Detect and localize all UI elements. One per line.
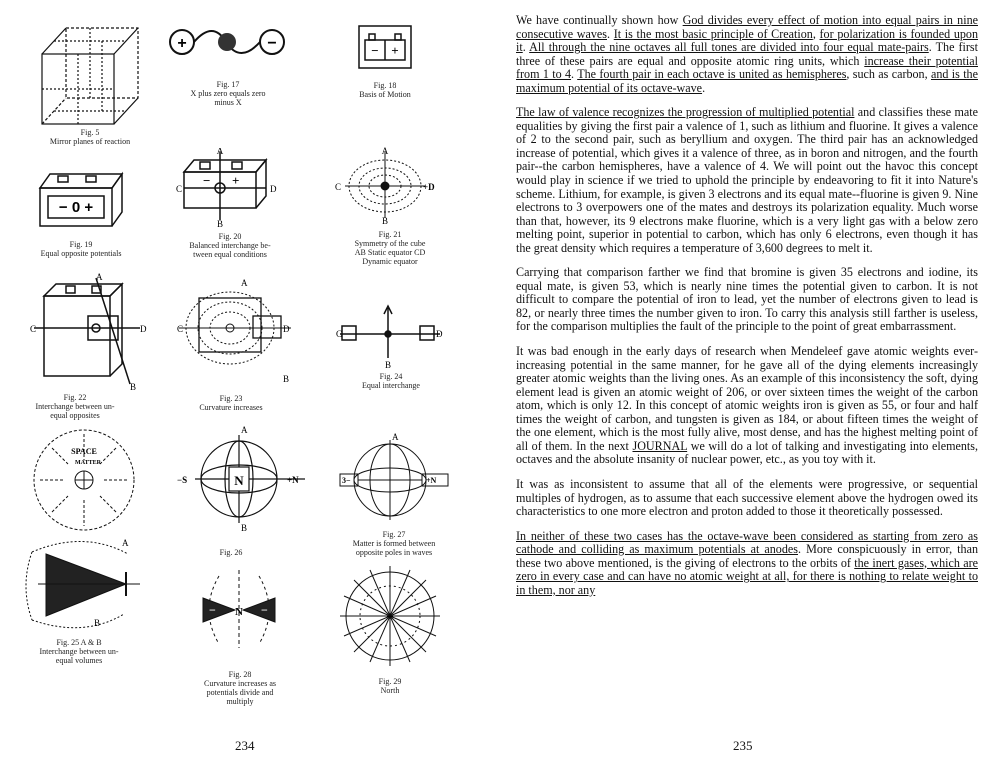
- text-run: We have continually shown how: [516, 13, 683, 27]
- body-paragraph: [516, 14, 978, 95]
- body-paragraph: [516, 530, 978, 598]
- figure-17-minus-label: −: [267, 35, 277, 52]
- body-paragraph: [516, 266, 978, 334]
- body-paragraph: [516, 345, 978, 467]
- text-run: Carrying that comparison farther we find that bromine is given 35 electrons and iodine, its equal mate, is given 53, which is nearly nine times the potential given to carbon. It is not difficult to compare the potential of iron to lead, yet the number of electrons given to lead is 82, or nearly three times the number given to iron. To carry this analysis still farther is useless, for the comparison multiplies the fault of the principle to the point of great embarrassment.: [516, 265, 978, 334]
- figure-23-label-b: B: [283, 374, 290, 384]
- figure-29-plus: +: [386, 609, 394, 624]
- figure-18-plus-label: +: [391, 43, 399, 58]
- figure-29-caption: Fig. 29 North: [378, 677, 402, 695]
- figure-25-caption: Fig. 25 A & B Interchange between un- equal volumes: [39, 638, 119, 665]
- figure-20-minus: −: [203, 173, 211, 188]
- figure-27-label-left: 3−: [342, 476, 351, 485]
- body-text-column: [516, 14, 978, 608]
- figure-24-label-b: B: [385, 360, 392, 370]
- figure-22-label-c: C: [30, 324, 37, 334]
- underlined-text: the inert gases, which are zero in every case and can have no atomic weight at all, for there is nothing to relate weight to in them, nor any: [516, 555, 978, 597]
- body-paragraph: [516, 478, 978, 519]
- figure-20-label-b: B: [217, 219, 224, 228]
- figure-21-diagram: [333, 146, 443, 224]
- figure-24-label-d: D: [436, 329, 443, 339]
- figure-19-diagram: [36, 168, 126, 230]
- right-page: [497, 0, 994, 761]
- figure-20-plus: +: [232, 173, 240, 188]
- figure-18-minus-label: −: [371, 43, 379, 58]
- figure-28-caption: Fig. 28 Curvature increases as potentials divide and multiply: [204, 670, 276, 706]
- figure-29-diagram: [340, 566, 440, 666]
- figure-25-diagram: [24, 534, 154, 629]
- figure-22-caption: Fig. 22 Interchange between un- equal opposites: [35, 393, 115, 420]
- text-run: .: [571, 67, 578, 82]
- figure-21-label-b: B: [382, 216, 389, 224]
- figure-24-diagram: [336, 300, 446, 370]
- figure-20-label-a: A: [216, 148, 224, 156]
- figure-25-label-a: A: [122, 538, 129, 548]
- underlined-text: All through the nine octaves all full tones are divided into four equal mate-pairs: [529, 40, 929, 55]
- figure-26-label-minus-s: −S: [177, 475, 188, 485]
- underlined-text: It is the most basic principle of Creation: [613, 26, 813, 41]
- figure-26-label-plus-n: +N: [287, 475, 299, 485]
- figure-17-diagram: [168, 20, 288, 70]
- text-run: . The first three of these pairs are equal and opposite atomic ring units, which: [516, 40, 978, 68]
- figure-20-diagram: [170, 148, 300, 228]
- figure-23-caption: Fig. 23 Curvature increases: [199, 394, 263, 412]
- text-run: It was bad enough in the early days of research when Mendeleef gave atomic weights ever-increasing potential in the same manner, for he gave all of the dying elements increasingly greater atomic weights than the living ones. As an example of this inconsistency the soft, dying element lead is given an atomic weight of 206, or over sixteen times the weight of the carbon atom, which is only 12. In this concept of atomic weights iron is given as 55, or four and half times the weight of carbon, and tungsten is given as 184, or about fifteen times the weight of the one element, which is the most fully alive, most dense, and has the highest melting point of all of them. In the next: [516, 344, 978, 453]
- text-run: and classifies these mate equalities by giving the first pair a valence of 1, such as lithium and fluorine. It gives a valence of 2 to the second pair, such as beryllium and oxygen. The third pair has an acknowledged increase of potential, which gives it a valence of three, as in boron and nitrogen, and the fourth pair--the carbon hemispheres, have a valence of 4. We will point out the havoc this concept would play in science if we tried to uphold the principle by endeavoring to fit it into Nature's scheme. Lithium, for example, is given 3 electrons and its equal mate--fluorine is given 9. Nine electrons to 3 overpowers one of the mates and destroys its polarization equality. Much worse than that, however, its 9 electrons make fluorine, which is a very light gas with a below zero melting point, superior in potential to carbon, which has only 6 electrons, even though it has the great density which requires a temperature of 3,600 degrees to melt it.: [516, 105, 978, 255]
- figure-27-label-a: A: [392, 432, 399, 442]
- underlined-text: for polarization is founded upon it: [516, 26, 979, 55]
- text-run: .: [522, 40, 530, 55]
- figure-24-caption: Fig. 24 Equal interchange: [362, 372, 420, 390]
- figure-23-label-d: D: [283, 324, 290, 334]
- text-run: .: [702, 80, 706, 95]
- figure-17-caption: Fig. 17 X plus zero equals zero minus X: [190, 80, 266, 107]
- figure-28-diagram: [195, 570, 285, 650]
- text-run: we will do a lot of talking and investigating into elements, octaves and the absolute insanity of nuclear power, etc., as you toy with it.: [516, 438, 978, 467]
- figure-21-label-a: A: [381, 146, 389, 156]
- underlined-text: In neither of these two cases has the octave-wave been considered as starting from zero as cathode and colliding as maximum potentials at anodes: [516, 528, 978, 557]
- underlined-text: God divides every effect of motion into equal pairs in nine consecutive waves: [516, 13, 978, 41]
- underlined-text: and is the maximum potential of its octave-wave: [516, 67, 978, 95]
- figure-24-label-c: C: [336, 329, 343, 339]
- figure-25-label-b: B: [94, 618, 101, 628]
- figure-22-label-b: B: [130, 382, 137, 392]
- figure-26-label-a: A: [241, 425, 248, 435]
- figure-22-label-d: D: [140, 324, 147, 334]
- figure-21-label-c: C: [335, 182, 342, 192]
- figure-27-caption: Fig. 27 Matter is formed between opposite poles in waves: [352, 530, 436, 557]
- figure-26-label-n: N: [234, 473, 244, 488]
- figure-28-label-n: N: [235, 606, 243, 618]
- space-matter-diagram: [28, 426, 143, 534]
- figure-5-cube-diagram: [28, 14, 148, 129]
- underlined-text: increase their potential from 1 to 4: [516, 53, 978, 82]
- figure-26-label-b: B: [241, 523, 248, 533]
- underlined-text: The fourth pair in each octave is united as hemispheres: [577, 67, 847, 82]
- figure-20-label-c: C: [176, 184, 183, 194]
- figure-26-caption: Fig. 26: [219, 548, 243, 557]
- figure-5-caption: Fig. 5 Mirror planes of reaction: [49, 128, 131, 146]
- figure-20-caption: Fig. 20 Balanced interchange be- tween equal conditions: [189, 232, 271, 259]
- figure-23-label-c: C: [177, 324, 184, 334]
- text-run: , such as carbon,: [846, 67, 931, 82]
- figure-20-label-d: D: [270, 184, 277, 194]
- figure-18-diagram: [355, 22, 415, 72]
- figure-28-right-minus: −: [261, 603, 268, 617]
- figure-19-caption: Fig. 19 Equal opposite potentials: [40, 240, 122, 258]
- space-label: SPACE: [71, 447, 97, 456]
- page-number-left: 234: [235, 738, 255, 753]
- text-run: .: [607, 26, 614, 41]
- figure-21-label-d: +D: [423, 182, 435, 192]
- figure-27-label-right: +N: [426, 476, 437, 485]
- figure-28-left-minus: −: [209, 603, 216, 617]
- page-number-right: 235: [733, 738, 753, 753]
- figure-23-label-a: A: [241, 278, 248, 288]
- matter-label: MATTER: [75, 460, 101, 466]
- figure-22-label-a: A: [96, 272, 103, 282]
- figure-18-caption: Fig. 18 Basis of Motion: [359, 81, 411, 99]
- figure-27-diagram: [338, 432, 453, 527]
- figure-19-label: − 0 +: [58, 199, 94, 216]
- figure-22-diagram: [30, 272, 150, 392]
- text-run: . More conspicuously in error, than these two above mentioned, is the giving of electrons to the orbits of: [516, 542, 978, 570]
- text-run: ,: [812, 26, 820, 41]
- figure-23-diagram: [175, 278, 300, 386]
- body-paragraph: [516, 106, 978, 255]
- underlined-text: The law of valence recognizes the progression of multiplied potential: [516, 105, 855, 120]
- figure-26-diagram: [175, 425, 315, 533]
- text-run: It was as inconsistent to assume that all of the elements were progressive, or sequential multiples of hydrogen, as to assume that each successive element above the hydrogen owed its characteristics to one more electron and proton added to those it theoretically possessed.: [516, 476, 978, 519]
- figure-21-caption: Fig. 21 Symmetry of the cube AB Static equator CD Dynamic equator: [354, 230, 426, 266]
- figure-17-plus-label: +: [177, 35, 187, 52]
- underlined-text: JOURNAL: [632, 438, 688, 453]
